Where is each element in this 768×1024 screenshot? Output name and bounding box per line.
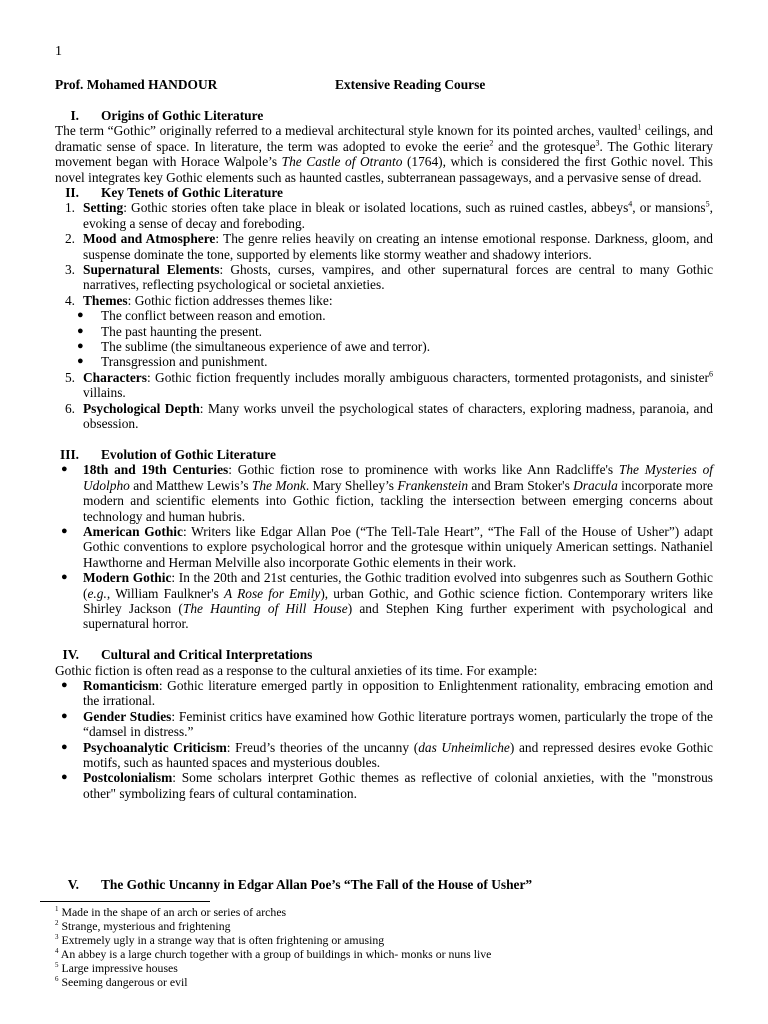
evolution-list	[55, 462, 713, 631]
term: Psychoanalytic Criticism	[83, 739, 227, 755]
bullet-icon: ●	[61, 463, 68, 476]
term: Romanticism	[83, 677, 159, 693]
text-run: The sublime (the simultaneous experience of awe and terror).	[101, 339, 431, 355]
footnote-text: An abbey is a large church together with a group of buildings in which- monks or nuns live	[58, 947, 492, 961]
bullet-icon: ●	[61, 771, 68, 784]
text-run: : Gothic fiction rose to prominence with works like Ann Radcliffe's	[228, 462, 619, 478]
text-run: . The Gothic literary movement began with Horace Walpole’s	[55, 138, 713, 170]
text-run: : Many works unveil the psychological states of characters, exploring madness, paranoia, and obsession.	[83, 400, 713, 432]
text-run: : Writers like Edgar Allan Poe (“The Tell-Tale Heart”, “The Fall of the House of Usher”) adapt Gothic conventions to explore psychological horror and the grotesque within uniquely American settings. Nathaniel Hawthorne and Herman Melville also incorporate Gothic elements in their work.	[83, 523, 714, 570]
text-run: ceilings, and dramatic sense of space. In literature, the term was adopted to evoke the eerie	[55, 123, 713, 154]
text-run: ) and Stephen King further experiment with psychological and supernatural horror.	[83, 600, 713, 632]
bullet-icon: ●	[77, 340, 84, 353]
text-run: The past haunting the present.	[101, 323, 263, 339]
footnote-text: Seeming dangerous or evil	[58, 975, 188, 989]
footnote-text: Large impressive houses	[58, 961, 178, 975]
term: Mood and Atmosphere	[83, 231, 216, 247]
text-run: Transgression and punishment.	[101, 354, 268, 370]
term: 18th and 19th Centuries	[83, 462, 229, 478]
book-title: A Rose for Emily	[223, 585, 321, 601]
footnote-ref[interactable]: 4	[628, 199, 633, 209]
bullet-icon: ●	[61, 740, 68, 753]
list-item	[55, 200, 713, 231]
text-run: . Mary Shelley’s	[305, 477, 398, 493]
term: Characters	[83, 369, 147, 385]
section-title: Cultural and Critical Interpretations	[101, 647, 313, 663]
section-heading-2	[55, 185, 713, 200]
text-run: The term “Gothic” originally referred to a medieval architectural style known for its pointed arches, vaulted	[55, 123, 638, 139]
footnote-ref[interactable]: 5	[705, 199, 710, 209]
italic-text: das Unheimliche	[418, 739, 510, 755]
footnote	[55, 905, 655, 919]
professor-name: Prof. Mohamed HANDOUR	[55, 77, 218, 92]
text-run: and Matthew Lewis’s	[129, 477, 252, 493]
section-title: Evolution of Gothic Literature	[101, 446, 276, 462]
section-heading-4	[55, 647, 713, 662]
section-number: IV.	[62, 647, 79, 663]
section-title: The Gothic Uncanny in Edgar Allan Poe’s “The Fall of the House of Usher”	[101, 877, 533, 892]
course-title: Extensive Reading Course	[335, 77, 486, 92]
text-run: ) and repressed desires evoke Gothic motifs, such as haunted spaces and mysterious doubles.	[83, 739, 714, 770]
footnote	[55, 975, 655, 989]
list-item	[55, 740, 713, 771]
spacer	[55, 432, 713, 447]
text-run: : Gothic fiction frequently includes morally ambiguous characters, tormented protagonists, and sinister	[146, 369, 709, 385]
section-title: Key Tenets of Gothic Literature	[101, 185, 283, 201]
text-run: , or mansions	[632, 200, 706, 216]
footnote-ref[interactable]: 3	[595, 138, 600, 148]
book-title: The Monk	[251, 477, 306, 493]
sub-list-item	[55, 324, 713, 339]
list-number: 4.	[64, 292, 75, 308]
text-run: : Some scholars interpret Gothic themes as reflective of colonial anxieties, with the "monstrous other" symbolizing fears of cultural contamination.	[83, 770, 713, 801]
text-run: The conflict between reason and emotion.	[101, 308, 326, 324]
text-run: , evoking a sense of decay and foreboding.	[83, 200, 713, 231]
footnote	[55, 947, 655, 961]
tenets-list	[55, 200, 713, 431]
footnote-ref[interactable]: 2	[489, 138, 494, 148]
list-item	[55, 262, 713, 293]
list-item	[55, 231, 713, 262]
book-title: The Castle of Otranto	[281, 154, 403, 170]
text-run: (1764), which is considered the first Gothic novel. This novel integrates key Gothic elements such as haunted castles, subterranean passageways, and a pervasive sense of dread.	[55, 154, 714, 185]
text-run: : Gothic literature emerged partly in opposition to Enlightenment rationality, embracing emotion and the irrational.	[83, 677, 713, 709]
list-item	[55, 770, 713, 801]
footnote-number: 3	[55, 933, 59, 942]
section-number: I.	[70, 108, 79, 123]
list-number: 1.	[64, 200, 75, 216]
term: American Gothic	[83, 523, 183, 539]
footnote-number: 2	[55, 919, 59, 928]
list-item	[55, 709, 713, 740]
section-heading-5	[55, 877, 715, 892]
term: Postcolonialism	[83, 770, 173, 786]
list-item	[55, 401, 713, 432]
list-item	[55, 524, 713, 570]
text-run: : Feminist critics have examined how Gothic literature portrays women, particularly the trope of the “damsel in distress.”	[83, 708, 713, 740]
interpretations-list	[55, 678, 713, 801]
page-number: 1	[55, 44, 62, 59]
text-run: , William Faulkner's	[106, 585, 224, 601]
term: Themes	[83, 292, 128, 308]
footnote	[55, 961, 655, 975]
book-title: Dracula	[573, 477, 618, 493]
text-run: and the grotesque	[493, 138, 596, 154]
text-run: : Gothic fiction addresses themes like:	[127, 292, 333, 308]
footnotes	[55, 905, 655, 989]
list-item	[55, 293, 713, 308]
term: Gender Studies	[83, 708, 172, 724]
text-run: : Gothic stories often take place in bleak or isolated locations, such as ruined castles, abbeys	[123, 200, 629, 216]
list-number: 5.	[64, 369, 75, 385]
list-item	[55, 678, 713, 709]
footnote-ref[interactable]: 6	[709, 369, 713, 379]
book-title: The Haunting of Hill House	[182, 600, 348, 616]
sub-list-item	[55, 339, 713, 354]
section-number: III.	[60, 446, 79, 462]
italic-text: e.g.	[87, 585, 107, 601]
list-item	[55, 570, 713, 632]
spacer	[55, 632, 713, 647]
sub-list-item	[55, 354, 713, 369]
bullet-icon: ●	[77, 309, 84, 322]
bullet-icon: ●	[77, 355, 84, 368]
footnote-number: 1	[55, 905, 59, 914]
footnote-number: 4	[55, 947, 59, 956]
book-title: Frankenstein	[397, 477, 469, 493]
bullet-icon: ●	[61, 571, 68, 584]
section-heading-1	[55, 108, 713, 123]
section-heading-3	[55, 447, 713, 462]
footnote-text: Made in the shape of an arch or series of arches	[58, 905, 287, 919]
footnote-number: 5	[55, 961, 59, 970]
section-title: Origins of Gothic Literature	[101, 108, 264, 123]
section-1-paragraph	[55, 123, 713, 185]
sub-list-item	[55, 308, 713, 323]
text-run: : The genre relies heavily on creating an intense emotional response. Darkness, gloom, and suspense dominate the tone, supported by elements like stormy weather and shadowy interiors.	[83, 231, 713, 262]
book-title: The Mysteries of Udolpho	[83, 462, 713, 493]
section-heading-row	[55, 877, 715, 892]
text-run: ), urban Gothic, and Gothic science fiction. Contemporary writers like Shirley Jackson (	[83, 585, 713, 616]
list-item	[55, 370, 713, 401]
footnote-separator	[40, 901, 210, 902]
bullet-icon: ●	[61, 709, 68, 722]
footnote-ref[interactable]: 1	[637, 122, 642, 132]
text-run: : Freud’s theories of the uncanny (	[226, 739, 419, 755]
bullet-icon: ●	[61, 678, 68, 691]
term: Psychological Depth	[83, 400, 200, 416]
term: Modern Gothic	[83, 570, 172, 586]
text-run: villains.	[83, 385, 126, 401]
footnote-number: 6	[55, 975, 59, 984]
list-item	[55, 462, 713, 524]
section-4-intro: Gothic fiction is often read as a response to the cultural anxieties of its time. For example:	[55, 662, 538, 678]
footnote-text: Extremely ugly in a strange way that is often frightening or amusing	[58, 933, 385, 947]
text-run: : Ghosts, curses, vampires, and other supernatural forces are central to many Gothic narratives, reflecting psychological or societal anxieties.	[83, 262, 714, 293]
bullet-icon: ●	[61, 524, 68, 537]
list-number: 2.	[64, 231, 75, 247]
term: Setting	[83, 200, 124, 216]
footnote-text: Strange, mysterious and frightening	[58, 919, 231, 933]
bullet-icon: ●	[77, 324, 84, 337]
section-number: V.	[67, 877, 79, 892]
text-run: : In the 20th and 21st centuries, the Gothic tradition evolved into subgenres such as Southern Gothic (	[83, 570, 713, 601]
section-number: II.	[65, 185, 79, 201]
term: Supernatural Elements	[83, 262, 220, 278]
text-run: incorporate more modern and scientific elements into Gothic fiction, tackling the intersection between emerging concerns about technology and human hubris.	[83, 477, 713, 524]
main-content	[55, 108, 713, 801]
list-number: 3.	[64, 262, 75, 278]
list-number: 6.	[64, 400, 75, 416]
footnote	[55, 919, 655, 933]
text-run: and Bram Stoker's	[468, 477, 574, 493]
footnote	[55, 933, 655, 947]
